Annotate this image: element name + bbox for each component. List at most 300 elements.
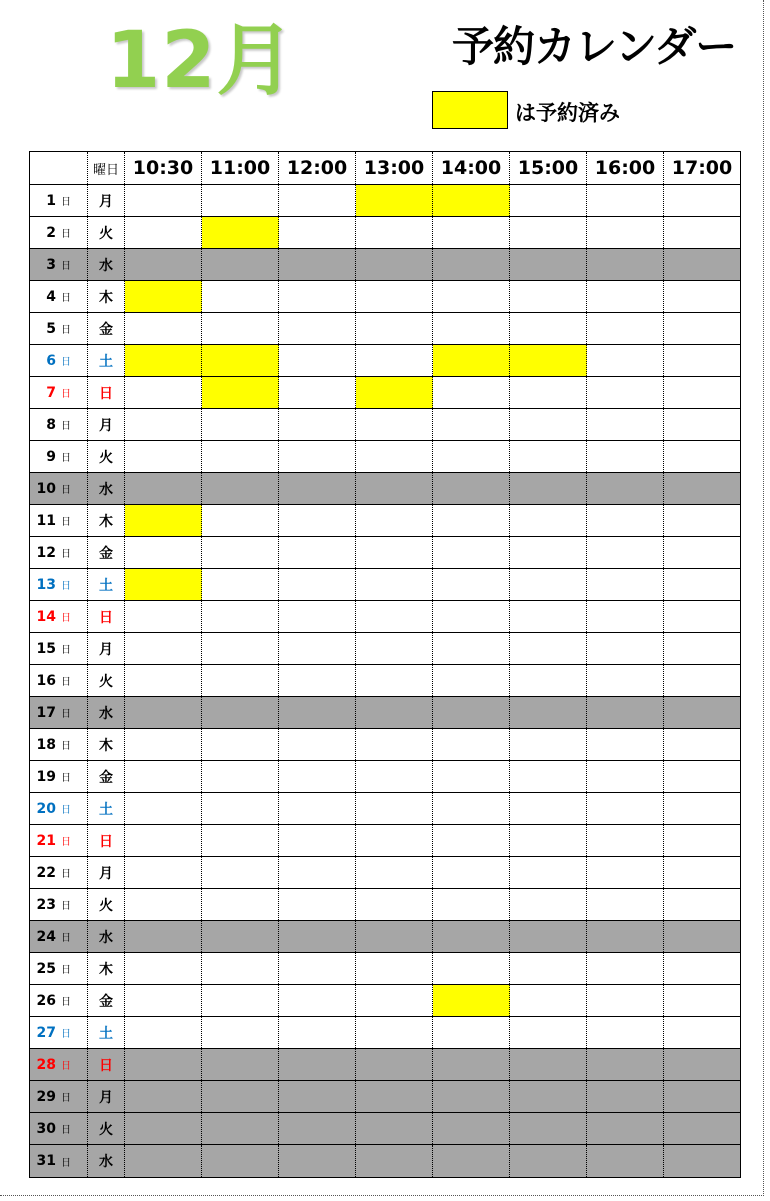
time-slot[interactable] bbox=[664, 857, 740, 888]
header-time-1030: 10:30 bbox=[125, 152, 202, 184]
time-slot[interactable] bbox=[510, 217, 587, 248]
day-number: 19 bbox=[36, 768, 56, 785]
time-slot[interactable] bbox=[587, 217, 664, 248]
time-slot[interactable] bbox=[587, 185, 664, 216]
time-slot[interactable] bbox=[587, 665, 664, 696]
day-suffix: 日 bbox=[61, 229, 71, 240]
closed-slot bbox=[664, 473, 740, 504]
weekday-cell: 火 bbox=[88, 889, 125, 920]
weekday-cell: 土 bbox=[88, 793, 125, 824]
day-row bbox=[30, 569, 740, 601]
closed-slot bbox=[202, 473, 279, 504]
time-slot[interactable] bbox=[356, 985, 433, 1016]
closed-slot bbox=[356, 1049, 433, 1080]
header-time-1200: 12:00 bbox=[279, 152, 356, 184]
day-number-cell bbox=[30, 697, 88, 728]
time-slot[interactable] bbox=[279, 185, 356, 216]
time-slot[interactable] bbox=[510, 537, 587, 568]
time-slot[interactable] bbox=[356, 889, 433, 920]
closed-slot bbox=[356, 1145, 433, 1177]
time-slot[interactable] bbox=[510, 185, 587, 216]
time-slot[interactable] bbox=[356, 441, 433, 472]
time-slot[interactable] bbox=[279, 313, 356, 344]
weekday-cell: 木 bbox=[88, 505, 125, 536]
time-slot[interactable] bbox=[510, 281, 587, 312]
time-slot[interactable] bbox=[433, 569, 510, 600]
time-slot[interactable] bbox=[202, 441, 279, 472]
time-slot[interactable] bbox=[202, 953, 279, 984]
time-slot[interactable] bbox=[125, 953, 202, 984]
booked-slot[interactable] bbox=[356, 377, 433, 408]
time-slot[interactable] bbox=[125, 377, 202, 408]
closed-slot bbox=[510, 1113, 587, 1144]
closed-slot bbox=[587, 697, 664, 728]
time-slot[interactable] bbox=[664, 985, 740, 1016]
time-slot[interactable] bbox=[356, 825, 433, 856]
time-slot[interactable] bbox=[356, 281, 433, 312]
time-slot[interactable] bbox=[279, 505, 356, 536]
time-slot[interactable] bbox=[664, 889, 740, 920]
time-slot[interactable] bbox=[279, 537, 356, 568]
day-row bbox=[30, 761, 740, 793]
closed-slot bbox=[433, 1081, 510, 1112]
day-number-cell bbox=[30, 1081, 88, 1112]
closed-slot bbox=[433, 921, 510, 952]
time-slot[interactable] bbox=[433, 281, 510, 312]
weekday-cell: 木 bbox=[88, 953, 125, 984]
day-number-cell bbox=[30, 953, 88, 984]
booked-slot[interactable] bbox=[510, 345, 587, 376]
closed-slot bbox=[433, 473, 510, 504]
weekday-cell: 金 bbox=[88, 985, 125, 1016]
booked-slot[interactable] bbox=[125, 345, 202, 376]
time-slot[interactable] bbox=[279, 601, 356, 632]
time-slot[interactable] bbox=[433, 729, 510, 760]
weekday-cell: 金 bbox=[88, 761, 125, 792]
time-slot[interactable] bbox=[279, 281, 356, 312]
day-row bbox=[30, 377, 740, 409]
time-slot[interactable] bbox=[433, 441, 510, 472]
day-number-cell bbox=[30, 985, 88, 1016]
time-slot[interactable] bbox=[587, 537, 664, 568]
closed-slot bbox=[433, 249, 510, 280]
weekday-cell: 火 bbox=[88, 441, 125, 472]
time-slot[interactable] bbox=[587, 377, 664, 408]
closed-slot bbox=[279, 697, 356, 728]
time-slot[interactable] bbox=[202, 793, 279, 824]
day-row bbox=[30, 1017, 740, 1049]
day-row bbox=[30, 729, 740, 761]
day-suffix: 日 bbox=[61, 197, 71, 208]
time-slot[interactable] bbox=[125, 793, 202, 824]
time-slot[interactable] bbox=[664, 793, 740, 824]
day-number-cell bbox=[30, 345, 88, 376]
time-slot[interactable] bbox=[202, 729, 279, 760]
time-slot[interactable] bbox=[664, 217, 740, 248]
day-suffix: 日 bbox=[61, 421, 71, 432]
time-slot[interactable] bbox=[587, 953, 664, 984]
time-slot[interactable] bbox=[356, 729, 433, 760]
time-slot[interactable] bbox=[433, 889, 510, 920]
day-number: 15 bbox=[36, 640, 56, 657]
time-slot[interactable] bbox=[510, 633, 587, 664]
time-slot[interactable] bbox=[125, 313, 202, 344]
time-slot[interactable] bbox=[664, 441, 740, 472]
time-slot[interactable] bbox=[587, 889, 664, 920]
booked-slot[interactable] bbox=[433, 345, 510, 376]
day-row bbox=[30, 825, 740, 857]
day-row bbox=[30, 921, 740, 953]
time-slot[interactable] bbox=[356, 793, 433, 824]
day-suffix: 日 bbox=[61, 1029, 71, 1040]
time-slot[interactable] bbox=[510, 441, 587, 472]
closed-slot bbox=[587, 1049, 664, 1080]
time-slot[interactable] bbox=[125, 409, 202, 440]
time-slot[interactable] bbox=[125, 537, 202, 568]
time-slot[interactable] bbox=[356, 601, 433, 632]
day-row bbox=[30, 217, 740, 249]
time-slot[interactable] bbox=[202, 633, 279, 664]
time-slot[interactable] bbox=[125, 1017, 202, 1048]
time-slot[interactable] bbox=[125, 601, 202, 632]
closed-slot bbox=[664, 1081, 740, 1112]
time-slot[interactable] bbox=[125, 889, 202, 920]
day-suffix: 日 bbox=[61, 613, 71, 624]
weekday-cell: 水 bbox=[88, 921, 125, 952]
weekday-cell: 木 bbox=[88, 729, 125, 760]
day-row bbox=[30, 1113, 740, 1145]
day-suffix: 日 bbox=[61, 741, 71, 752]
time-slot[interactable] bbox=[510, 409, 587, 440]
time-slot[interactable] bbox=[433, 377, 510, 408]
day-suffix: 日 bbox=[61, 901, 71, 912]
time-slot[interactable] bbox=[125, 633, 202, 664]
time-slot[interactable] bbox=[202, 505, 279, 536]
time-slot[interactable] bbox=[279, 441, 356, 472]
day-number-cell bbox=[30, 473, 88, 504]
time-slot[interactable] bbox=[125, 217, 202, 248]
time-slot[interactable] bbox=[433, 409, 510, 440]
day-number: 27 bbox=[36, 1024, 56, 1041]
time-slot[interactable] bbox=[510, 601, 587, 632]
weekday-cell: 火 bbox=[88, 1113, 125, 1144]
time-slot[interactable] bbox=[356, 857, 433, 888]
time-slot[interactable] bbox=[433, 313, 510, 344]
time-slot[interactable] bbox=[279, 345, 356, 376]
time-slot[interactable] bbox=[587, 729, 664, 760]
time-slot[interactable] bbox=[279, 825, 356, 856]
day-number-cell bbox=[30, 633, 88, 664]
day-number-cell bbox=[30, 441, 88, 472]
time-slot[interactable] bbox=[664, 953, 740, 984]
time-slot[interactable] bbox=[433, 505, 510, 536]
time-slot[interactable] bbox=[587, 825, 664, 856]
closed-slot bbox=[356, 473, 433, 504]
time-slot[interactable] bbox=[664, 505, 740, 536]
time-slot[interactable] bbox=[510, 729, 587, 760]
closed-slot bbox=[356, 921, 433, 952]
time-slot[interactable] bbox=[356, 505, 433, 536]
closed-slot bbox=[125, 697, 202, 728]
time-slot[interactable] bbox=[202, 313, 279, 344]
time-slot[interactable] bbox=[510, 857, 587, 888]
day-number-cell bbox=[30, 825, 88, 856]
time-slot[interactable] bbox=[587, 1017, 664, 1048]
time-slot[interactable] bbox=[279, 1017, 356, 1048]
closed-slot bbox=[356, 249, 433, 280]
time-slot[interactable] bbox=[125, 185, 202, 216]
time-slot[interactable] bbox=[125, 761, 202, 792]
closed-slot bbox=[587, 1145, 664, 1177]
weekday-cell: 金 bbox=[88, 313, 125, 344]
day-number: 8 bbox=[46, 416, 56, 433]
time-slot[interactable] bbox=[664, 825, 740, 856]
reservation-calendar-grid bbox=[29, 151, 741, 1178]
booked-slot[interactable] bbox=[202, 345, 279, 376]
time-slot[interactable] bbox=[279, 633, 356, 664]
time-slot[interactable] bbox=[279, 953, 356, 984]
time-slot[interactable] bbox=[510, 505, 587, 536]
time-slot[interactable] bbox=[510, 761, 587, 792]
time-slot[interactable] bbox=[202, 761, 279, 792]
time-slot[interactable] bbox=[433, 537, 510, 568]
time-slot[interactable] bbox=[510, 569, 587, 600]
time-slot[interactable] bbox=[433, 793, 510, 824]
time-slot[interactable] bbox=[587, 569, 664, 600]
time-slot[interactable] bbox=[587, 281, 664, 312]
day-suffix: 日 bbox=[61, 549, 71, 560]
time-slot[interactable] bbox=[356, 345, 433, 376]
day-number-cell bbox=[30, 729, 88, 760]
time-slot[interactable] bbox=[664, 345, 740, 376]
day-number-cell bbox=[30, 537, 88, 568]
weekday-cell: 木 bbox=[88, 281, 125, 312]
time-slot[interactable] bbox=[510, 1017, 587, 1048]
closed-slot bbox=[279, 1113, 356, 1144]
time-slot[interactable] bbox=[279, 729, 356, 760]
day-number: 26 bbox=[36, 992, 56, 1009]
time-slot[interactable] bbox=[202, 537, 279, 568]
time-slot[interactable] bbox=[279, 793, 356, 824]
time-slot[interactable] bbox=[664, 281, 740, 312]
time-slot[interactable] bbox=[664, 1017, 740, 1048]
time-slot[interactable] bbox=[202, 857, 279, 888]
time-slot[interactable] bbox=[125, 985, 202, 1016]
time-slot[interactable] bbox=[202, 281, 279, 312]
time-slot[interactable] bbox=[356, 633, 433, 664]
time-slot[interactable] bbox=[664, 569, 740, 600]
day-number: 28 bbox=[36, 1056, 56, 1073]
day-suffix: 日 bbox=[61, 773, 71, 784]
day-number: 4 bbox=[46, 288, 56, 305]
header-time-1100: 11:00 bbox=[202, 152, 279, 184]
time-slot[interactable] bbox=[587, 441, 664, 472]
day-number-cell bbox=[30, 601, 88, 632]
weekday-cell: 日 bbox=[88, 825, 125, 856]
time-slot[interactable] bbox=[279, 889, 356, 920]
time-slot[interactable] bbox=[356, 409, 433, 440]
time-slot[interactable] bbox=[279, 569, 356, 600]
closed-slot bbox=[279, 921, 356, 952]
time-slot[interactable] bbox=[510, 313, 587, 344]
time-slot[interactable] bbox=[125, 825, 202, 856]
time-slot[interactable] bbox=[587, 857, 664, 888]
time-slot[interactable] bbox=[587, 505, 664, 536]
time-slot[interactable] bbox=[356, 953, 433, 984]
day-number-cell bbox=[30, 889, 88, 920]
booked-slot[interactable] bbox=[433, 185, 510, 216]
time-slot[interactable] bbox=[587, 601, 664, 632]
closed-slot bbox=[587, 249, 664, 280]
time-slot[interactable] bbox=[202, 665, 279, 696]
time-slot[interactable] bbox=[202, 985, 279, 1016]
time-slot[interactable] bbox=[433, 633, 510, 664]
day-number: 2 bbox=[46, 224, 56, 241]
time-slot[interactable] bbox=[356, 761, 433, 792]
time-slot[interactable] bbox=[202, 569, 279, 600]
time-slot[interactable] bbox=[664, 537, 740, 568]
time-slot[interactable] bbox=[664, 185, 740, 216]
time-slot[interactable] bbox=[279, 761, 356, 792]
booked-slot[interactable] bbox=[125, 505, 202, 536]
booked-slot[interactable] bbox=[125, 569, 202, 600]
day-suffix: 日 bbox=[61, 1125, 71, 1136]
time-slot[interactable] bbox=[433, 665, 510, 696]
closed-slot bbox=[510, 1081, 587, 1112]
header-time-1500: 15:00 bbox=[510, 152, 587, 184]
closed-slot bbox=[664, 1049, 740, 1080]
day-suffix: 日 bbox=[61, 517, 71, 528]
time-slot[interactable] bbox=[510, 825, 587, 856]
day-number: 31 bbox=[36, 1153, 56, 1169]
weekday-cell: 水 bbox=[88, 1145, 125, 1177]
time-slot[interactable] bbox=[279, 409, 356, 440]
time-slot[interactable] bbox=[433, 1017, 510, 1048]
time-slot[interactable] bbox=[587, 345, 664, 376]
day-number: 17 bbox=[36, 704, 56, 721]
legend-booked-swatch bbox=[432, 91, 508, 129]
time-slot[interactable] bbox=[664, 409, 740, 440]
time-slot[interactable] bbox=[433, 761, 510, 792]
time-slot[interactable] bbox=[356, 665, 433, 696]
time-slot[interactable] bbox=[433, 953, 510, 984]
booked-slot[interactable] bbox=[202, 377, 279, 408]
closed-slot bbox=[202, 249, 279, 280]
time-slot[interactable] bbox=[202, 825, 279, 856]
booked-slot[interactable] bbox=[433, 985, 510, 1016]
weekday-cell: 土 bbox=[88, 345, 125, 376]
day-row bbox=[30, 1145, 740, 1177]
day-number: 11 bbox=[36, 512, 56, 529]
time-slot[interactable] bbox=[510, 889, 587, 920]
time-slot[interactable] bbox=[587, 409, 664, 440]
day-number-cell bbox=[30, 377, 88, 408]
day-number: 1 bbox=[46, 192, 56, 209]
closed-slot bbox=[510, 473, 587, 504]
time-slot[interactable] bbox=[664, 729, 740, 760]
time-slot[interactable] bbox=[202, 409, 279, 440]
time-slot[interactable] bbox=[510, 985, 587, 1016]
weekday-cell: 水 bbox=[88, 473, 125, 504]
time-slot[interactable] bbox=[664, 601, 740, 632]
day-row bbox=[30, 313, 740, 345]
day-number-cell bbox=[30, 505, 88, 536]
time-slot[interactable] bbox=[587, 313, 664, 344]
time-slot[interactable] bbox=[433, 217, 510, 248]
time-slot[interactable] bbox=[202, 601, 279, 632]
legend-booked-label: は予約済み bbox=[515, 101, 620, 125]
time-slot[interactable] bbox=[279, 665, 356, 696]
time-slot[interactable] bbox=[125, 857, 202, 888]
time-slot[interactable] bbox=[664, 633, 740, 664]
time-slot[interactable] bbox=[202, 185, 279, 216]
day-number: 23 bbox=[36, 896, 56, 913]
time-slot[interactable] bbox=[587, 793, 664, 824]
day-suffix: 日 bbox=[61, 1061, 71, 1072]
day-number-cell bbox=[30, 1049, 88, 1080]
time-slot[interactable] bbox=[202, 1017, 279, 1048]
time-slot[interactable] bbox=[125, 729, 202, 760]
time-slot[interactable] bbox=[279, 217, 356, 248]
time-slot[interactable] bbox=[202, 889, 279, 920]
time-slot[interactable] bbox=[664, 313, 740, 344]
closed-slot bbox=[433, 697, 510, 728]
booked-slot[interactable] bbox=[125, 281, 202, 312]
time-slot[interactable] bbox=[356, 569, 433, 600]
time-slot[interactable] bbox=[587, 761, 664, 792]
day-row bbox=[30, 473, 740, 505]
closed-slot bbox=[279, 249, 356, 280]
time-slot[interactable] bbox=[279, 377, 356, 408]
time-slot[interactable] bbox=[587, 985, 664, 1016]
time-slot[interactable] bbox=[664, 665, 740, 696]
time-slot[interactable] bbox=[125, 441, 202, 472]
time-slot[interactable] bbox=[587, 633, 664, 664]
time-slot[interactable] bbox=[510, 953, 587, 984]
day-suffix: 日 bbox=[61, 485, 71, 496]
day-number: 5 bbox=[46, 320, 56, 337]
booked-slot[interactable] bbox=[202, 217, 279, 248]
time-slot[interactable] bbox=[356, 217, 433, 248]
time-slot[interactable] bbox=[279, 857, 356, 888]
time-slot[interactable] bbox=[356, 537, 433, 568]
day-suffix: 日 bbox=[61, 869, 71, 880]
day-row bbox=[30, 249, 740, 281]
booked-slot[interactable] bbox=[356, 185, 433, 216]
closed-slot bbox=[510, 1049, 587, 1080]
time-slot[interactable] bbox=[279, 985, 356, 1016]
time-slot[interactable] bbox=[433, 825, 510, 856]
closed-slot bbox=[202, 1113, 279, 1144]
time-slot[interactable] bbox=[664, 377, 740, 408]
closed-slot bbox=[125, 473, 202, 504]
time-slot[interactable] bbox=[433, 601, 510, 632]
day-number-cell bbox=[30, 793, 88, 824]
day-number-cell bbox=[30, 217, 88, 248]
time-slot[interactable] bbox=[356, 313, 433, 344]
time-slot[interactable] bbox=[125, 665, 202, 696]
day-number: 18 bbox=[36, 736, 56, 753]
weekday-cell: 火 bbox=[88, 665, 125, 696]
time-slot[interactable] bbox=[510, 377, 587, 408]
time-slot[interactable] bbox=[510, 665, 587, 696]
time-slot[interactable] bbox=[433, 857, 510, 888]
time-slot[interactable] bbox=[664, 761, 740, 792]
day-row bbox=[30, 1081, 740, 1113]
weekday-cell: 月 bbox=[88, 409, 125, 440]
time-slot[interactable] bbox=[356, 1017, 433, 1048]
time-slot[interactable] bbox=[510, 793, 587, 824]
